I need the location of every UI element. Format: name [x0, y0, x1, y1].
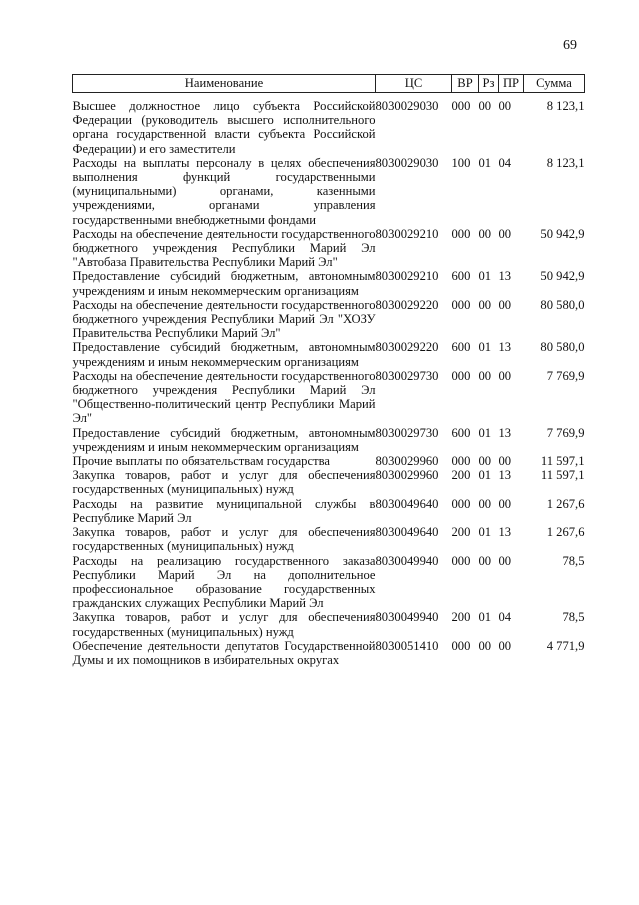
row-name: Расходы на обеспечение деятельности государственного бюджетного учреждения Республики Марий Эл "ХОЗУ Правительства Республики Марий Эл" — [72, 297, 376, 341]
row-sum: 7 769,9 — [546, 368, 585, 383]
row-pr: 13 — [498, 340, 512, 355]
row-rz: 01 — [478, 155, 492, 170]
row-name: Предоставление субсидий бюджетным, автономным учреждениям и иным некоммерческим организациям — [72, 340, 376, 369]
row-sum: 8 123,1 — [546, 99, 585, 113]
row-vr: 000 — [451, 454, 471, 469]
row-pr: 13 — [498, 468, 512, 483]
row-pr: 00 — [498, 553, 512, 568]
row-name: Предоставление субсидий бюджетным, автономным учреждениям и иным некоммерческим организациям — [72, 269, 376, 298]
row-cs: 8030049640 — [375, 496, 439, 511]
row-cs: 8030049640 — [375, 525, 439, 540]
row-name: Закупка товаров, работ и услуг для обеспечения государственных (муниципальных) нужд — [72, 525, 376, 554]
row-name: Расходы на реализацию государственного заказа Республики Марий Эл на дополнительное профессиональное образование государственных гражданских служащих Республики Марий Эл — [72, 553, 376, 611]
table-row — [73, 340, 585, 368]
row-cs: 8030029220 — [375, 297, 439, 312]
row-vr: 600 — [451, 269, 471, 284]
row-pr: 00 — [498, 226, 512, 241]
row-name: Прочие выплаты по обязательствам государства — [72, 454, 330, 469]
row-sum: 78,5 — [562, 553, 585, 568]
row-pr: 00 — [498, 496, 512, 511]
row-cs: 8030029030 — [375, 155, 439, 170]
table-row — [73, 298, 585, 341]
budget-table — [72, 74, 585, 667]
row-cs: 8030051410 — [375, 638, 439, 653]
table-row — [73, 468, 585, 496]
row-vr: 000 — [451, 297, 471, 312]
row-name: Расходы на обеспечение деятельности государственного бюджетного учреждения Республики Марий Эл "Общественно-политический центр Республики Марий Эл" — [72, 368, 376, 426]
row-cs: 8030029220 — [375, 340, 439, 355]
table-row — [73, 156, 585, 227]
row-pr: 13 — [498, 425, 512, 440]
row-vr: 600 — [451, 425, 471, 440]
header-pr: ПР — [499, 75, 524, 93]
row-name: Закупка товаров, работ и услуг для обеспечения государственных (муниципальных) нужд — [72, 610, 376, 639]
row-rz: 00 — [478, 99, 492, 113]
table-row — [73, 269, 585, 297]
row-name: Расходы на развитие муниципальной службы в Республике Марий Эл — [72, 496, 376, 525]
row-pr: 00 — [498, 297, 512, 312]
row-cs: 8030049940 — [375, 553, 439, 568]
row-vr: 000 — [451, 638, 471, 653]
header-sum: Сумма — [524, 75, 585, 93]
row-pr: 13 — [498, 525, 512, 540]
row-name: Предоставление субсидий бюджетным, автономным учреждениям и иным некоммерческим организациям — [72, 425, 376, 454]
row-vr: 000 — [451, 99, 471, 113]
row-pr: 13 — [498, 269, 512, 284]
table-row — [73, 93, 585, 156]
page-number: 69 — [563, 38, 577, 53]
table-row — [73, 227, 585, 270]
row-vr: 000 — [451, 226, 471, 241]
row-vr: 200 — [451, 525, 471, 540]
row-rz: 00 — [478, 496, 492, 511]
row-pr: 00 — [498, 638, 512, 653]
row-vr: 000 — [451, 496, 471, 511]
table-row — [73, 497, 585, 525]
row-sum: 50 942,9 — [540, 226, 585, 241]
table-row — [73, 610, 585, 638]
row-pr: 04 — [498, 155, 512, 170]
row-pr: 00 — [498, 454, 512, 469]
row-sum: 7 769,9 — [546, 425, 585, 440]
header-name: Наименование — [73, 75, 376, 93]
row-vr: 200 — [451, 468, 471, 483]
row-name: Высшее должностное лицо субъекта Российской Федерации (руководитель высшего исполнительного органа государственной власти субъекта Российской Федерации) и его заместители — [72, 99, 376, 156]
row-cs: 8030049940 — [375, 610, 439, 625]
row-rz: 01 — [478, 269, 492, 284]
row-rz: 00 — [478, 297, 492, 312]
row-pr: 00 — [498, 99, 512, 113]
row-sum: 11 597,1 — [540, 454, 585, 469]
row-vr: 000 — [451, 368, 471, 383]
row-cs: 8030029730 — [375, 425, 439, 440]
table-row — [73, 554, 585, 611]
row-name: Расходы на обеспечение деятельности государственного бюджетного учреждения Республики Марий Эл "Автобаза Правительства Республики Марий Эл" — [72, 226, 376, 270]
row-vr: 000 — [451, 553, 471, 568]
row-sum: 78,5 — [562, 610, 585, 625]
row-rz: 00 — [478, 454, 492, 469]
header-cs: ЦС — [376, 75, 452, 93]
row-cs: 8030029210 — [375, 226, 439, 241]
row-sum: 1 267,6 — [546, 525, 585, 540]
row-cs: 8030029730 — [375, 368, 439, 383]
row-sum: 50 942,9 — [540, 269, 585, 284]
row-vr: 600 — [451, 340, 471, 355]
row-sum: 80 580,0 — [540, 297, 585, 312]
row-rz: 00 — [478, 226, 492, 241]
row-rz: 01 — [478, 468, 492, 483]
table-row — [73, 639, 585, 667]
table-header-row — [73, 75, 585, 93]
row-rz: 00 — [478, 368, 492, 383]
row-sum: 1 267,6 — [546, 496, 585, 511]
row-sum: 80 580,0 — [540, 340, 585, 355]
row-name: Расходы на выплаты персоналу в целях обеспечения выполнения функций государственными (муниципальными) органами, казенными учреждениями, органами управления государственными внебюджетными фондами — [72, 155, 376, 227]
row-sum: 8 123,1 — [546, 155, 585, 170]
row-cs: 8030029210 — [375, 269, 439, 284]
row-name: Закупка товаров, работ и услуг для обеспечения государственных (муниципальных) нужд — [72, 468, 376, 497]
row-rz: 00 — [478, 553, 492, 568]
row-cs: 8030029030 — [375, 99, 439, 113]
header-vr: ВР — [452, 75, 479, 93]
row-rz: 01 — [478, 425, 492, 440]
row-cs: 8030029960 — [375, 468, 439, 483]
row-vr: 100 — [451, 155, 471, 170]
table-row — [73, 426, 585, 454]
table-row — [73, 525, 585, 553]
row-rz: 01 — [478, 525, 492, 540]
row-rz: 01 — [478, 610, 492, 625]
row-rz: 01 — [478, 340, 492, 355]
row-pr: 00 — [498, 368, 512, 383]
row-pr: 04 — [498, 610, 512, 625]
row-cs: 8030029960 — [375, 454, 439, 469]
header-rz: Рз — [479, 75, 499, 93]
row-sum: 11 597,1 — [540, 468, 585, 483]
row-vr: 200 — [451, 610, 471, 625]
row-rz: 00 — [478, 638, 492, 653]
row-sum: 4 771,9 — [546, 638, 585, 653]
table-row — [73, 454, 585, 468]
row-name: Обеспечение деятельности депутатов Государственной Думы и их помощников в избирательных округах — [72, 638, 376, 667]
table-row — [73, 369, 585, 426]
